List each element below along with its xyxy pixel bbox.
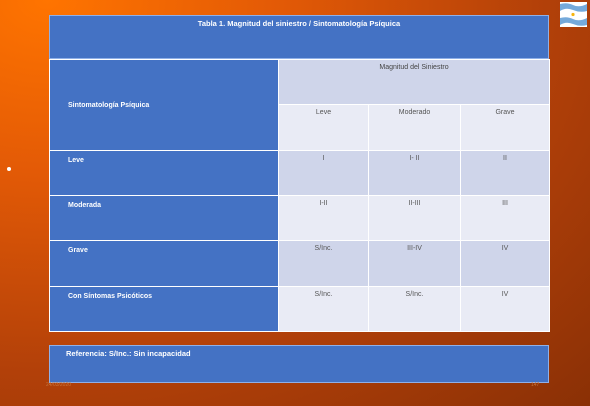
table-row bbox=[50, 151, 550, 196]
column-header-moderado: Moderado bbox=[369, 105, 461, 151]
column-header-grave: Grave bbox=[461, 105, 550, 151]
table-cell: IV bbox=[461, 287, 550, 332]
table-cell: I- II bbox=[369, 151, 461, 196]
data-table bbox=[49, 59, 550, 332]
table-cell: III bbox=[461, 196, 550, 241]
table-cell: I-II bbox=[279, 196, 369, 241]
title-box bbox=[49, 15, 549, 59]
group-header: Magnitud del Siniestro bbox=[279, 60, 550, 105]
table-cell: III-IV bbox=[369, 241, 461, 287]
table-cell: S/Inc. bbox=[369, 287, 461, 332]
reference-text: Referencia: S/Inc.: Sin incapacidad bbox=[66, 349, 191, 358]
table-cell: I bbox=[279, 151, 369, 196]
row-label: Grave bbox=[50, 241, 279, 287]
row-label: Moderada bbox=[50, 196, 279, 241]
row-label: Con Síntomas Psicóticos bbox=[50, 287, 279, 332]
table-cell: IV bbox=[461, 241, 550, 287]
row-label: Leve bbox=[50, 151, 279, 196]
table-title: Tabla 1. Magnitud del siniestro / Sintomatología Psíquica bbox=[197, 19, 401, 28]
argentina-flag-icon bbox=[560, 2, 587, 27]
table-row bbox=[50, 241, 550, 287]
table-cell: S/Inc. bbox=[279, 241, 369, 287]
table-row bbox=[50, 196, 550, 241]
bullet-point bbox=[7, 167, 11, 171]
table-cell: II bbox=[461, 151, 550, 196]
table-cell: II-III bbox=[369, 196, 461, 241]
row-header-title: Sintomatología Psíquica bbox=[50, 60, 279, 151]
page-number: 147 bbox=[531, 382, 540, 388]
reference-box bbox=[49, 345, 549, 383]
table-cell: S/Inc. bbox=[279, 287, 369, 332]
footer-date: 24/03/2020 bbox=[46, 382, 72, 388]
table-row bbox=[50, 287, 550, 332]
column-header-leve: Leve bbox=[279, 105, 369, 151]
